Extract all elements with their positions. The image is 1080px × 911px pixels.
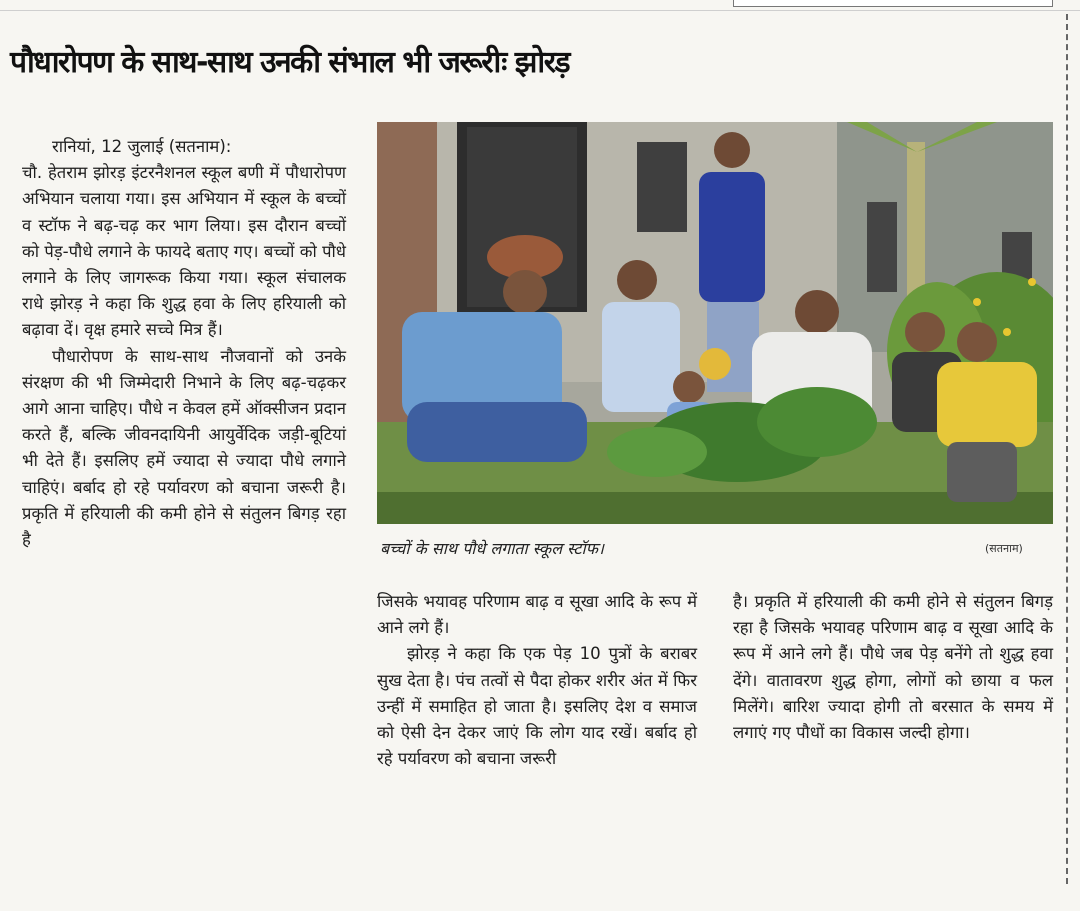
- photo-credit: (सतनाम): [985, 542, 1023, 555]
- headline: पौधारोपण के साथ-साथ उनकी संभाल भी जरूरीः झोरड़: [10, 45, 570, 80]
- column-divider-dashed: [1066, 14, 1068, 884]
- previous-article-box: [733, 0, 1053, 7]
- column-1-paragraph-2: पौधारोपण के साथ-साथ नौजवानों को उनके संरक्षण की भी जिम्मेदारी निभाने के लिए बढ़-चढ़कर आगे आना चाहिए। पौधे न केवल हमें ऑक्सीजन प्रदान करते हैं, बल्कि जीवनदायिनी आयुर्वेदिक जड़ी-बूटियां भी देते हैं। इसलिए हमें ज्यादा से ज्यादा पौधे लगाने चाहिएं। बर्बाद हो रहे पर्यावरण को बचाना जरूरी है। प्रकृति में हरियाली की कमी होने से संतुलन बिगड़ रहा है: [22, 346, 346, 550]
- article-photo: [377, 122, 1053, 524]
- photo-caption: बच्चों के साथ पौधे लगाता स्कूल स्टॉफ।: [380, 539, 604, 558]
- column-3-paragraph-1: है। प्रकृति में हरियाली की कमी होने से संतुलन बिगड़ रहा है जिसके भयावह परिणाम बाढ़ व सूखा आदि के रूप में आने लगे हैं। पौधे जब पेड़ बनेंगे तो शुद्ध हवा देंगे। वातावरण शुद्ध होगा, लोगों को छाया व फल मिलेंगे। बारिश ज्यादा होगी तो बरसात के समय में लगाएं गए पौधों का विकास जल्दी होगा।: [733, 592, 1053, 743]
- column-2-paragraph-1: जिसके भयावह परिणाम बाढ़ व सूखा आदि के रूप में आने लगे हैं।: [377, 592, 697, 638]
- dateline: रानियां, 12 जुलाई (सतनाम):: [52, 137, 232, 156]
- column-2-paragraph-2: झोरड़ ने कहा कि एक पेड़ 10 पुत्रों के बराबर सुख देता है। पंच तत्वों से पैदा होकर शरीर अंत में फिर उन्हीं में समाहित हो जाता है। इसलिए देश व समाज को ऐसी देन देकर जाएं कि लोग याद रखें। बर्बाद हो रहे पर्यावरण को बचाना जरूरी: [377, 644, 697, 769]
- article-column-1: [22, 134, 346, 553]
- article-column-2: [377, 589, 697, 772]
- article-column-3: [733, 589, 1053, 746]
- column-1-paragraph-1: चौ. हेतराम झोरड़ इंटरनैशनल स्कूल बणी में पौधारोपण अभियान चलाया गया। इस अभियान में स्कूल के बच्चों व स्टॉफ ने बढ़-चढ़ कर भाग लिया। इस दौरान बच्चों को पेड़-पौधे लगाने के फायदे बताए गए। बच्चों को पौधे लगाने के लिए जागरूक किया गया। स्कूल संचालक राधे झोरड़ ने कहा कि शुद्ध हवा के लिए हरियाली को बढ़ावा दें। वृक्ष हमारे सच्चे मित्र हैं।: [22, 163, 346, 340]
